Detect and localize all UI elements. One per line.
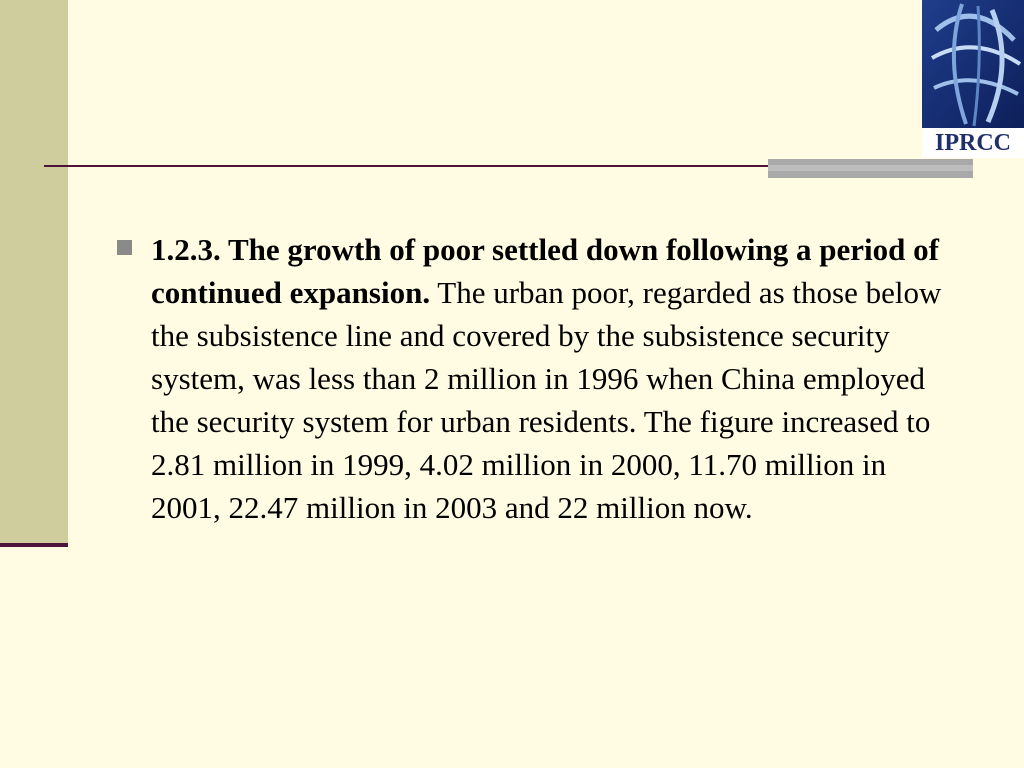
slide-content (113, 228, 953, 529)
bullet-item (113, 228, 953, 529)
logo-text: IPRCC (935, 130, 1011, 156)
iprcc-logo (922, 0, 1024, 158)
divider-gray-bar (768, 159, 973, 178)
left-decorative-band (0, 0, 68, 545)
left-accent-line (0, 543, 68, 547)
bullet-heading: 1.2.3. The growth of poor settled down following a period of continued expansion. (151, 232, 939, 310)
globe-icon (922, 0, 1024, 128)
square-bullet-icon (117, 240, 132, 255)
divider-gray-bar-inner (768, 165, 973, 171)
bullet-body: The urban poor, regarded as those below the subsistence line and covered by the subsistence security system, was less than 2 million in 1996 when China employed the security system for urban residents. The figure increased to 2.81 million in 1999, 4.02 million in 2000, 11.70 million in 2001, 22.47 million in 2003 and 22 million now. (151, 275, 942, 525)
